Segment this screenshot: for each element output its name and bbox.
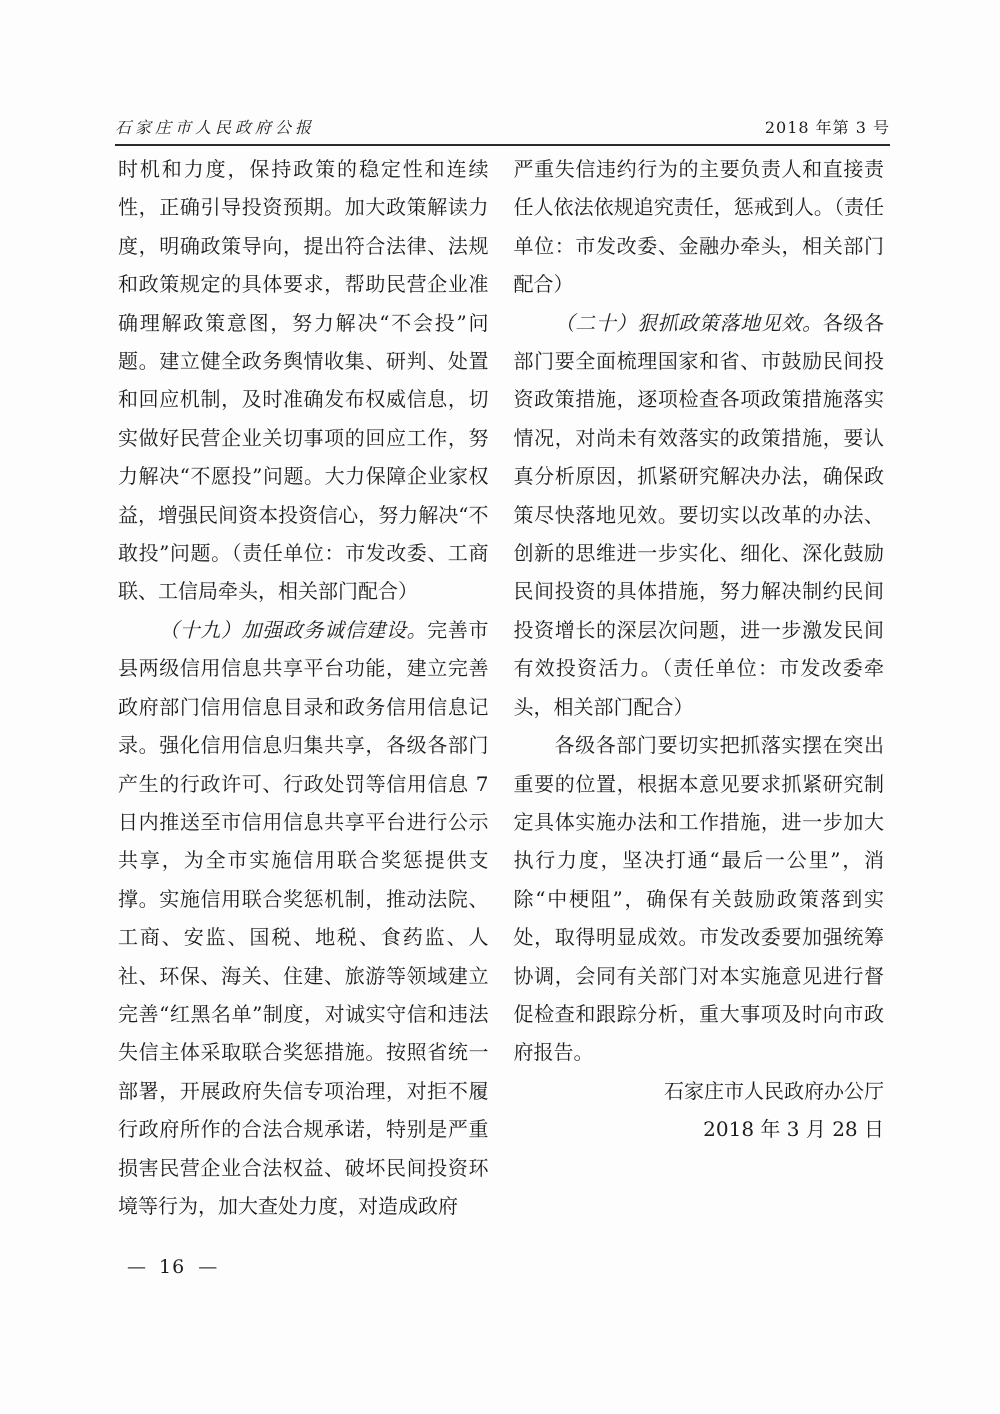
document-body: [118, 150, 884, 1230]
section-20-heading: （二十）狠抓政策落地见效。: [554, 310, 823, 335]
section-19-body: 完善市县两级信用信息共享平台功能，建立完善政府部门信用信息目录和政务信用信息记录。强化信用信息归集共享，各级各部门产生的行政许可、行政处罚等信用信息 7 日内推送至市信用信息共享平台进行公示共享，为全市实施信用联合奖惩提供支撑。实施信用联合奖惩机制，推动法院、工商、安监、国税、地税、食药监、人社、环保、海关、住建、旅游等领域建立完善“红黑名单”制度，对诚实守信和违法失信主体采取联合奖惩措施。按照省统一部署，开展政府失信专项治理，对拒不履行政府所作的合法合规承诺，特别是严重损害民营企业合法权益、破坏民间投资环境等行为，加大查处力度，对造成政府: [118, 617, 489, 1218]
page-header: [115, 104, 890, 146]
footer-left-dash: —: [127, 1256, 146, 1278]
left-column: [118, 150, 489, 1230]
page-footer: [127, 1256, 217, 1278]
footer-right-dash: —: [198, 1256, 218, 1278]
signature-date: 2018 年 3 月 28 日: [703, 1117, 884, 1142]
page-number: 16: [159, 1256, 186, 1278]
publication-title: 石家庄市人民政府公报: [115, 118, 316, 137]
paragraph-closing: 各级各部门要切实把抓落实摆在突出重要的位置，根据本意见要求抓紧研究制定具体实施办法和工作措施，进一步加大执行力度，坚决打通“最后一公里”，消除“中梗阻”，确保有关鼓励政策落到实处，取得明显成效。市发改委要加强统筹协调，会同有关部门对本实施意见进行督促检查和跟踪分析，重大事项及时向市政府报告。: [513, 733, 884, 1065]
section-20-body: 各级各部门要全面梳理国家和省、市鼓励民间投资政策措施，逐项检查各项政策措施落实情况，对尚未有效落实的政策措施，要认真分析原因，抓紧研究解决办法，确保政策尽快落地见效。要切实以改革的办法、创新的思维进一步实化、细化、深化鼓励民间投资的具体措施，努力解决制约民间投资增长的深层次问题，进一步激发民间有效投资活力。（责任单位：市发改委牵头，相关部门配合）: [513, 310, 884, 719]
right-column: [514, 150, 885, 1230]
paragraph-continued: 时机和力度，保持政策的稳定性和连续性，正确引导投资预期。加大政策解读力度，明确政策导向，提出符合法律、法规和政策规定的具体要求，帮助民营企业准确理解政策意图，努力解决“不会投”问题。建立健全政务舆情收集、研判、处置和回应机制，及时准确发布权威信息，切实做好民营企业关切事项的回应工作，努力解决“不愿投”问题。大力保障企业家权益，增强民间资本投资信心，努力解决“不敢投”问题。（责任单位：市发改委、工商联、工信局牵头，相关部门配合）: [118, 157, 489, 604]
paragraph-section-20: [514, 304, 885, 726]
section-19-heading: （十九）加强政务诚信建设。: [159, 617, 428, 642]
paragraph-continued-right: 严重失信违约行为的主要负责人和直接责任人依法依规追究责任，惩戒到人。（责任单位：市发改委、金融办牵头，相关部门配合）: [513, 157, 884, 297]
paragraph-section-19: [118, 611, 489, 1226]
issue-number: 2018 年第 3 号: [764, 118, 890, 137]
signature-organization: 石家庄市人民政府办公厅: [664, 1078, 884, 1103]
